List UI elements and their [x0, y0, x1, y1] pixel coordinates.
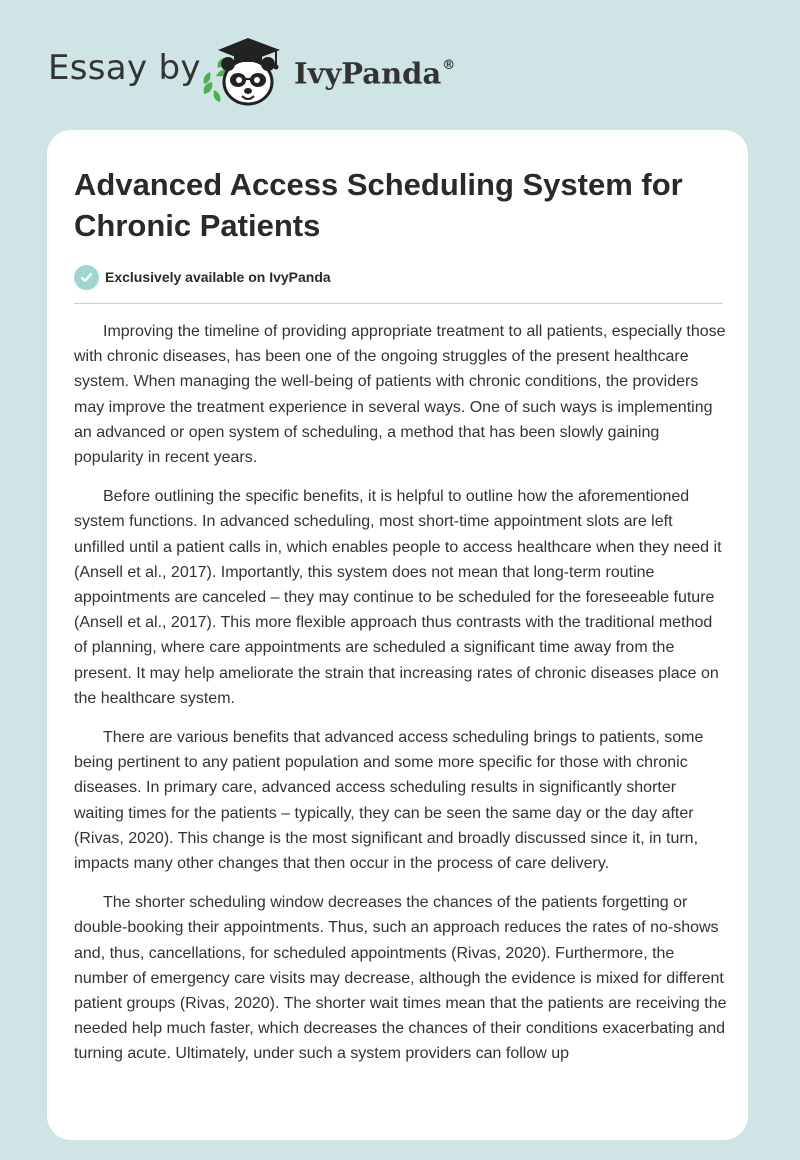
page-title: Advanced Access Scheduling System for Chronic Patients [74, 167, 683, 243]
paragraph-3: There are various benefits that advanced access scheduling brings to patients, some being pertinent to any patient population and some more specific for those with chronic diseases. In primary care, advanced access scheduling results in significantly shorter waiting times for the patients – typically, they can be seen the same day or the day after (Rivas, 2020). This change is the most significant and broadly discussed since it, in turn, impacts many other changes that then occur in the process of care delivery. [74, 729, 704, 873]
article-card [47, 130, 748, 1140]
badge-text: Exclusively available on IvyPanda [105, 269, 331, 285]
registered-mark: ® [442, 58, 456, 73]
site-header [0, 0, 800, 125]
paragraph-2: Before outlining the specific benefits, it is helpful to outline how the aforementioned system functions. In advanced scheduling, most short-time appointment slots are left unfilled until a patient calls in, which enables people to access healthcare when they need it (Ansell et al., 2017). Importantly, this system does not mean that long-term routine appointments are canceled – they may continue to be scheduled for the foreseeable future (Ansell et al., 2017). This more flexible approach thus contrasts with the traditional method of planning, where care appointments are scheduled a significant time away from the present. It may help ameliorate the strain that increasing rates of chronic diseases place on the healthcare system. [74, 488, 722, 707]
divider [74, 303, 723, 304]
paragraph-1: Improving the timeline of providing appropriate treatment to all patients, especially those with chronic diseases, has been one of the ongoing struggles of the present healthcare system. When managing the well-being of patients with chronic conditions, the providers may improve the treatment experience in several ways. One of such ways is implementing an advanced or open system of scheduling, a method that has been slowly gaining popularity in recent years. [74, 323, 726, 467]
exclusive-badge [74, 264, 331, 290]
article-body [74, 319, 727, 1081]
panda-graduate-icon[interactable] [196, 32, 292, 108]
paragraph-4: The shorter scheduling window decreases the chances of the patients forgetting or double-booking their appointments. Thus, such an approach reduces the rates of no-shows and, thus, cancellations, for scheduled appointments (Rivas, 2020). Furthermore, the number of emergency care visits may decrease, although the evidence is mixed for different patient groups (Rivas, 2020). The shorter wait times mean that the patients are receiving the needed help much faster, which decreases the chances of their conditions exacerbating and turning acute. Ultimately, under such a system providers can follow up [74, 894, 727, 1063]
check-icon [74, 265, 99, 290]
brand-logo[interactable] [294, 52, 455, 92]
brand-prefix: Essay by [48, 48, 201, 88]
brand-name: IvyPanda [294, 56, 442, 91]
